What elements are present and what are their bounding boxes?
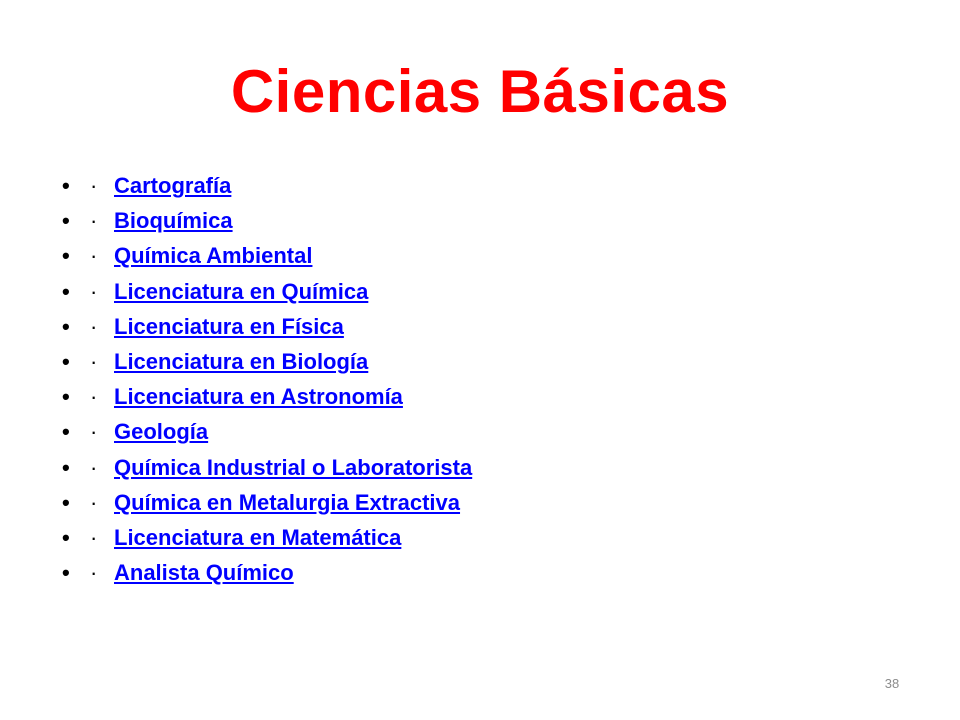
bullet-icon: • [62,419,70,445]
link-quimica-ambiental[interactable]: Química Ambiental [114,243,313,269]
middot-icon: · [90,524,98,550]
link-quimica-metalurgia[interactable]: Química en Metalurgia Extractiva [114,489,461,515]
page-number: 38 [884,676,900,691]
middot-icon: · [90,454,98,480]
list-item [62,203,472,238]
middot-icon: · [90,419,98,445]
link-cartografia[interactable]: Cartografía [114,173,232,198]
link-licenciatura-matematica[interactable]: Licenciatura en Matemática [114,524,402,550]
bullet-icon: • [62,278,70,304]
link-licenciatura-fisica[interactable]: Licenciatura en Física [114,313,344,339]
list-item [62,274,472,309]
bullet-icon: • [62,524,70,550]
list-item [62,485,472,520]
slide-title: Ciencias Básicas [230,58,730,125]
list-item [62,168,472,203]
bullet-icon: • [62,243,70,269]
link-licenciatura-biologia[interactable]: Licenciatura en Biología [114,348,369,374]
middot-icon: · [90,173,98,198]
link-licenciatura-astronomia[interactable]: Licenciatura en Astronomía [114,384,403,410]
list-item [62,555,472,590]
bullet-icon: • [62,560,70,586]
list-item [62,379,472,414]
middot-icon: · [90,243,98,269]
list-item [62,450,472,485]
list-item [62,238,472,273]
list-item [62,520,472,555]
middot-icon: · [90,560,98,586]
link-licenciatura-quimica[interactable]: Licenciatura en Química [114,278,369,304]
bullet-icon: • [62,454,70,480]
middot-icon: · [90,208,98,234]
program-list [62,168,472,590]
middot-icon: · [90,313,98,339]
bullet-icon: • [62,348,70,374]
bullet-icon: • [62,313,70,339]
bullet-icon: • [62,489,70,515]
middot-icon: · [90,489,98,515]
list-item [62,309,472,344]
link-geologia[interactable]: Geología [114,419,209,445]
middot-icon: · [90,278,98,304]
link-bioquimica[interactable]: Bioquímica [114,208,233,234]
list-item [62,344,472,379]
bullet-icon: • [62,208,70,234]
bullet-icon: • [62,384,70,410]
middot-icon: · [90,348,98,374]
bullet-icon: • [62,173,70,198]
middot-icon: · [90,384,98,410]
link-quimica-industrial[interactable]: Química Industrial o Laboratorista [114,454,473,480]
list-item [62,414,472,449]
link-analista-quimico[interactable]: Analista Químico [114,560,294,586]
